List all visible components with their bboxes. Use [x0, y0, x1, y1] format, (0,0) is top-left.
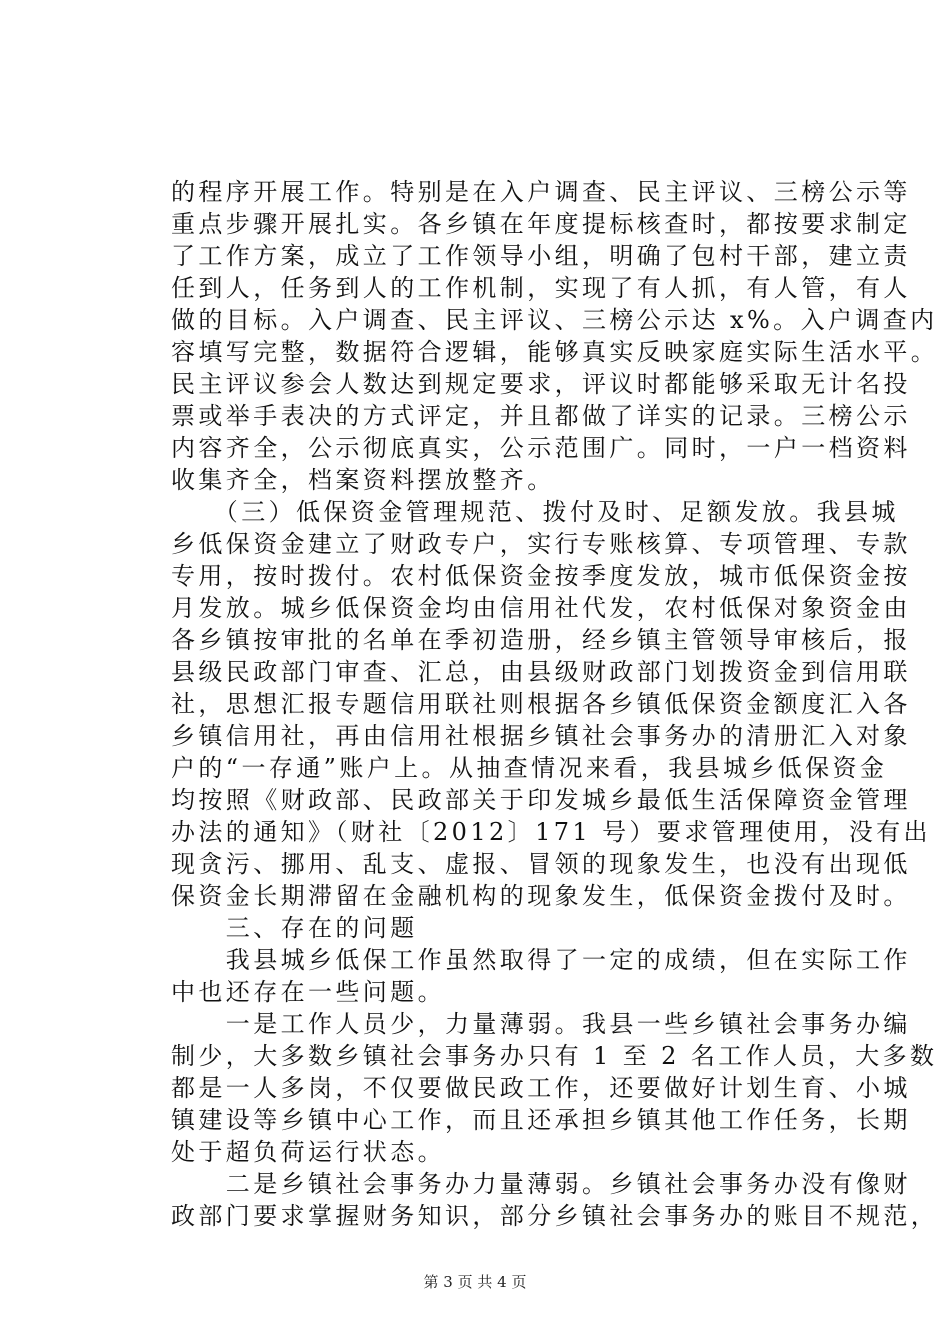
text-line: 县级民政部门审查、汇总，由县级财政部门划拨资金到信用联: [171, 658, 911, 686]
page-footer: 第 3 页 共 4 页: [423, 1273, 527, 1291]
text-line: 三、存在的问题: [171, 914, 418, 942]
text-line: 的程序开展工作。特别是在入户调查、民主评议、三榜公示等: [171, 178, 911, 206]
text-line: 票或举手表决的方式评定，并且都做了详实的记录。三榜公示: [171, 402, 911, 430]
text-line: 保资金长期滞留在金融机构的现象发生，低保资金拨付及时。: [171, 882, 911, 910]
text-line: 乡镇信用社，再由信用社根据乡镇社会事务办的清册汇入对象: [171, 722, 911, 750]
text-line: 一是工作人员少，力量薄弱。我县一些乡镇社会事务办编: [171, 1010, 911, 1038]
text-line: 均按照《财政部、民政部关于印发城乡最低生活保障资金管理: [171, 786, 911, 814]
text-line: 我县城乡低保工作虽然取得了一定的成绩，但在实际工作: [171, 946, 911, 974]
text-line: 处于超负荷运行状态。: [171, 1138, 445, 1166]
text-line: 政部门要求掌握财务知识，部分乡镇社会事务办的账目不规范，: [171, 1202, 939, 1230]
text-line: 现贪污、挪用、乱支、虚报、冒领的现象发生，也没有出现低: [171, 850, 911, 878]
text-line: 都是一人多岗，不仅要做民政工作，还要做好计划生育、小城: [171, 1074, 911, 1102]
text-line: 了工作方案，成立了工作领导小组，明确了包村干部，建立责: [171, 242, 911, 270]
text-line: 民主评议参会人数达到规定要求，评议时都能够采取无计名投: [171, 370, 911, 398]
text-line: （三）低保资金管理规范、拨付及时、足额发放。我县城: [171, 498, 899, 526]
text-line: 社，思想汇报专题信用联社则根据各乡镇低保资金额度汇入各: [171, 690, 911, 718]
text-line: 内容齐全，公示彻底真实，公示范围广。同时，一户一档资料: [171, 434, 911, 462]
text-line: 制少，大多数乡镇社会事务办只有 1 至 2 名工作人员，大多数: [171, 1042, 938, 1070]
text-line: 重点步骤开展扎实。各乡镇在年度提标核查时，都按要求制定: [171, 210, 911, 238]
document-body: [171, 176, 939, 1232]
text-line: 收集齐全，档案资料摆放整齐。: [171, 466, 555, 494]
text-line: 乡低保资金建立了财政专户，实行专账核算、专项管理、专款: [171, 530, 911, 558]
text-line: 办法的通知》（财社〔2012〕171 号）要求管理使用，没有出: [171, 818, 931, 846]
text-line: 任到人，任务到人的工作机制，实现了有人抓，有人管，有人: [171, 274, 911, 302]
text-line: 中也还存在一些问题。: [171, 978, 445, 1006]
text-line: 月发放。城乡低保资金均由信用社代发，农村低保对象资金由: [171, 594, 911, 622]
text-line: 二是乡镇社会事务办力量薄弱。乡镇社会事务办没有像财: [171, 1170, 911, 1198]
text-line: 容填写完整，数据符合逻辑，能够真实反映家庭实际生活水平。: [171, 338, 939, 366]
text-line: 户的“一存通”账户上。从抽查情况来看，我县城乡低保资金: [171, 754, 888, 782]
text-line: 各乡镇按审批的名单在季初造册，经乡镇主管领导审核后，报: [171, 626, 911, 654]
text-line: 专用，按时拨付。农村低保资金按季度发放，城市低保资金按: [171, 562, 911, 590]
text-line: 做的目标。入户调查、民主评议、三榜公示达 x%。入户调查内: [171, 306, 938, 334]
text-line: 镇建设等乡镇中心工作，而且还承担乡镇其他工作任务，长期: [171, 1106, 911, 1134]
